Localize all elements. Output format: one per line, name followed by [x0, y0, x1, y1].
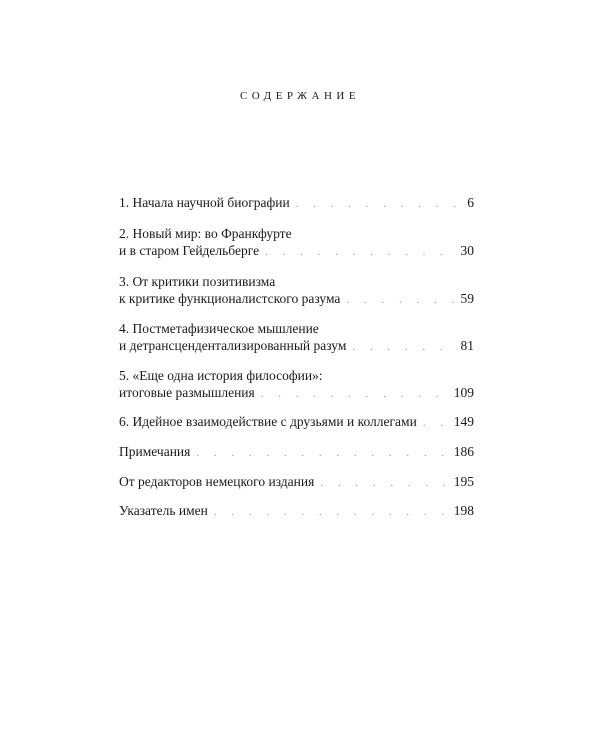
toc-entry-line — [119, 273, 474, 290]
dot-leader — [196, 445, 449, 462]
toc-entry-line — [119, 194, 474, 213]
toc-entry-line — [119, 367, 474, 384]
toc-entry-title: 2. Новый мир: во Франкфурте — [119, 226, 292, 241]
toc-entry-page: 6 — [467, 195, 474, 210]
toc-entry[interactable] — [119, 502, 474, 521]
toc-entry-page: 149 — [453, 414, 474, 429]
toc-entry[interactable] — [119, 443, 474, 462]
toc-entry[interactable] — [119, 320, 474, 356]
dot-leader — [423, 415, 450, 432]
dot-leader — [265, 244, 456, 261]
toc-entry-title: От редакторов немецкого издания — [119, 474, 315, 489]
toc-entry-page: 59 — [460, 291, 474, 306]
toc-entry-line — [119, 502, 474, 521]
dot-leader — [296, 196, 464, 213]
toc-entry-line — [119, 290, 474, 309]
dot-leader — [352, 339, 456, 356]
toc-entry[interactable] — [119, 194, 474, 213]
page-title: содержание — [239, 86, 361, 103]
toc-entry-page: 109 — [453, 385, 474, 400]
toc-entry-page: 186 — [453, 444, 474, 459]
toc-entry[interactable] — [119, 367, 474, 403]
dot-leader — [214, 504, 450, 521]
toc-entry[interactable] — [119, 413, 474, 432]
toc-entry-line — [119, 337, 474, 356]
toc-entry-page: 198 — [453, 503, 474, 518]
toc-entry-line — [119, 384, 474, 403]
toc-entry-page: 195 — [453, 474, 474, 489]
toc-entry-page: 81 — [460, 338, 474, 353]
toc-entry-title: Примечания — [119, 444, 191, 459]
toc-entry-title-continued: к критике функционалистского разума — [119, 291, 341, 306]
toc-entry[interactable] — [119, 473, 474, 492]
toc-entry-title-continued: и детрансцендентализированный разум — [119, 338, 347, 353]
dot-leader — [320, 475, 449, 492]
toc-entry-title: Указатель имен — [119, 503, 208, 518]
toc-entry-line — [119, 320, 474, 337]
toc-entry-line — [119, 443, 474, 462]
toc-entry-title-continued: и в старом Гейдельберге — [119, 243, 260, 258]
toc-entry-title: 5. «Еще одна история философии»: — [119, 368, 323, 383]
toc-entry[interactable] — [119, 273, 474, 309]
toc-entry-line — [119, 225, 474, 242]
toc-entry-title-continued: итоговые размышления — [119, 385, 255, 400]
toc-entry-line — [119, 413, 474, 432]
toc-entry-title: 6. Идейное взаимодействие с друзьями и коллегами — [119, 414, 417, 429]
toc-entry-line — [119, 473, 474, 492]
toc-entry-title: 1. Начала научной биографии — [119, 195, 290, 210]
toc-entry-title: 4. Постметафизическое мышление — [119, 321, 319, 336]
dot-leader — [346, 292, 456, 309]
toc-entry[interactable] — [119, 225, 474, 261]
dot-leader — [261, 386, 450, 403]
toc-entry-page: 30 — [460, 243, 474, 258]
toc-entry-title: 3. От критики позитивизма — [119, 274, 276, 289]
toc-entry-line — [119, 242, 474, 261]
